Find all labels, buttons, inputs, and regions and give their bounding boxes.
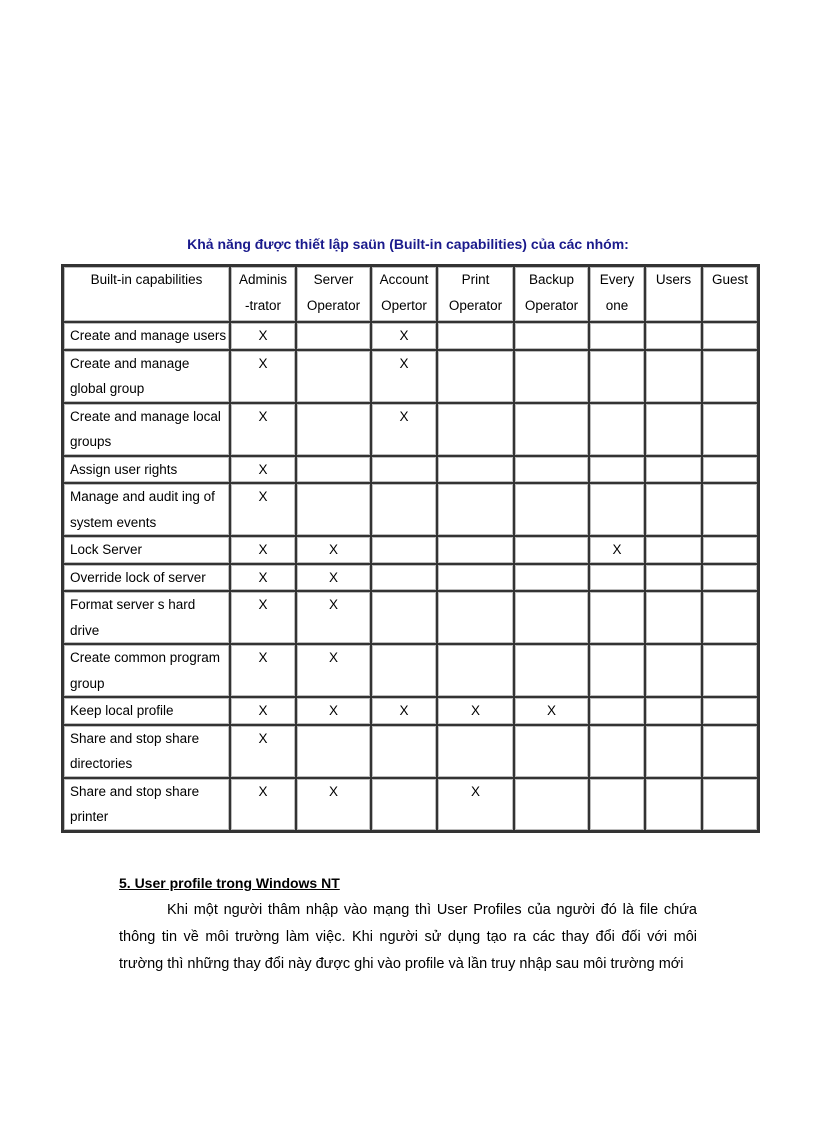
permission-cell [702, 591, 758, 644]
permission-cell [296, 725, 371, 778]
permission-cell [645, 778, 702, 831]
permission-cell [371, 778, 437, 831]
permission-cell [645, 725, 702, 778]
column-header: Built-in capabilities [63, 266, 230, 322]
permission-cell: X [296, 591, 371, 644]
permission-cell: X [296, 697, 371, 725]
permission-cell [702, 350, 758, 403]
permission-cell [589, 697, 645, 725]
table-row [63, 350, 758, 403]
permission-cell [437, 591, 514, 644]
permission-cell [514, 322, 589, 350]
section-heading: 5. User profile trong Windows NT [119, 875, 340, 891]
column-header: Print Operator [437, 266, 514, 322]
permission-cell: X [230, 456, 296, 484]
permission-cell [702, 403, 758, 456]
permission-cell [589, 483, 645, 536]
permission-cell [645, 322, 702, 350]
permission-cell [371, 725, 437, 778]
column-header: Every one [589, 266, 645, 322]
table-header-row [63, 266, 758, 322]
permission-cell: X [371, 697, 437, 725]
permission-cell [437, 322, 514, 350]
capability-cell: Assign user rights [63, 456, 230, 484]
permission-cell: X [230, 725, 296, 778]
table-row [63, 725, 758, 778]
permission-cell [702, 697, 758, 725]
permission-cell: X [230, 483, 296, 536]
table-row [63, 564, 758, 592]
permission-cell [645, 483, 702, 536]
permission-cell [702, 778, 758, 831]
permission-cell [371, 564, 437, 592]
table-row [63, 483, 758, 536]
permission-cell [371, 456, 437, 484]
permission-cell [702, 536, 758, 564]
permission-cell [645, 591, 702, 644]
permission-cell: X [230, 403, 296, 456]
permission-cell [589, 778, 645, 831]
permission-cell [589, 591, 645, 644]
permission-cell: X [230, 350, 296, 403]
permission-cell [437, 403, 514, 456]
capability-cell: Lock Server [63, 536, 230, 564]
permission-cell [702, 725, 758, 778]
column-header: Users [645, 266, 702, 322]
column-header: Adminis -trator [230, 266, 296, 322]
permission-cell [514, 644, 589, 697]
permission-cell: X [371, 350, 437, 403]
table-row [63, 591, 758, 644]
permission-cell [437, 564, 514, 592]
permission-cell [702, 456, 758, 484]
permission-cell: X [296, 778, 371, 831]
table-row [63, 456, 758, 484]
table-row [63, 322, 758, 350]
permission-cell [702, 322, 758, 350]
table-row [63, 403, 758, 456]
permission-cell: X [371, 403, 437, 456]
permission-cell: X [514, 697, 589, 725]
permission-cell: X [296, 644, 371, 697]
permission-cell [437, 644, 514, 697]
permission-cell [702, 483, 758, 536]
column-header: Backup Operator [514, 266, 589, 322]
table-row [63, 778, 758, 831]
permission-cell: X [230, 778, 296, 831]
permission-cell: X [230, 536, 296, 564]
permission-cell: X [230, 697, 296, 725]
permission-cell [296, 350, 371, 403]
permission-cell [437, 456, 514, 484]
permission-cell [645, 697, 702, 725]
permission-cell [589, 403, 645, 456]
capability-cell: Share and stop share printer [63, 778, 230, 831]
permission-cell [514, 591, 589, 644]
permission-cell [589, 564, 645, 592]
permission-cell: X [230, 591, 296, 644]
permission-cell [645, 403, 702, 456]
permission-cell [645, 564, 702, 592]
permission-cell [645, 536, 702, 564]
permission-cell: X [589, 536, 645, 564]
capability-cell: Share and stop share directories [63, 725, 230, 778]
permission-cell [514, 564, 589, 592]
table-title: Khả năng được thiết lập saün (Built-in capabilities) của các nhóm: [187, 236, 629, 252]
permission-cell: X [371, 322, 437, 350]
column-header: Account Opertor [371, 266, 437, 322]
permission-cell [589, 725, 645, 778]
permission-cell [514, 403, 589, 456]
column-header: Guest [702, 266, 758, 322]
permission-cell [645, 644, 702, 697]
permission-cell: X [230, 644, 296, 697]
permission-cell [645, 456, 702, 484]
permission-cell [589, 644, 645, 697]
permission-cell [296, 456, 371, 484]
permission-cell [371, 591, 437, 644]
permission-cell [437, 483, 514, 536]
permission-cell [589, 456, 645, 484]
permission-cell [296, 322, 371, 350]
capability-cell: Keep local profile [63, 697, 230, 725]
permission-cell [645, 350, 702, 403]
table-row [63, 697, 758, 725]
capability-cell: Manage and audit ing of system events [63, 483, 230, 536]
capability-cell: Create and manage global group [63, 350, 230, 403]
permission-cell [514, 350, 589, 403]
permission-cell [514, 456, 589, 484]
permission-cell [702, 644, 758, 697]
table-row [63, 536, 758, 564]
permission-cell [371, 483, 437, 536]
permission-cell [437, 350, 514, 403]
permission-cell [371, 644, 437, 697]
body-paragraph: Khi một người thâm nhập vào mạng thì User Profiles của người đó là file chứa thông tin về môi trường làm việc. Khi người sử dụng tạo ra các thay đổi đối với môi trường thì những thay đổi này được ghi vào profile và lần truy nhập sau môi trường mới [119, 902, 697, 972]
permission-cell: X [437, 697, 514, 725]
capabilities-table [61, 264, 760, 833]
capability-cell: Create and manage users [63, 322, 230, 350]
permission-cell [514, 483, 589, 536]
permission-cell: X [437, 778, 514, 831]
permission-cell [296, 403, 371, 456]
capability-cell: Override lock of server [63, 564, 230, 592]
permission-cell [296, 483, 371, 536]
permission-cell [589, 322, 645, 350]
permission-cell [589, 350, 645, 403]
permission-cell [514, 536, 589, 564]
capability-cell: Create and manage local groups [63, 403, 230, 456]
capability-cell: Format server s hard drive [63, 591, 230, 644]
permission-cell: X [230, 564, 296, 592]
permission-cell [371, 536, 437, 564]
capability-cell: Create common program group [63, 644, 230, 697]
permission-cell [514, 725, 589, 778]
permission-cell [437, 725, 514, 778]
permission-cell [514, 778, 589, 831]
table-row [63, 644, 758, 697]
permission-cell: X [296, 564, 371, 592]
permission-cell: X [230, 322, 296, 350]
column-header: Server Operator [296, 266, 371, 322]
permission-cell: X [296, 536, 371, 564]
permission-cell [437, 536, 514, 564]
permission-cell [702, 564, 758, 592]
